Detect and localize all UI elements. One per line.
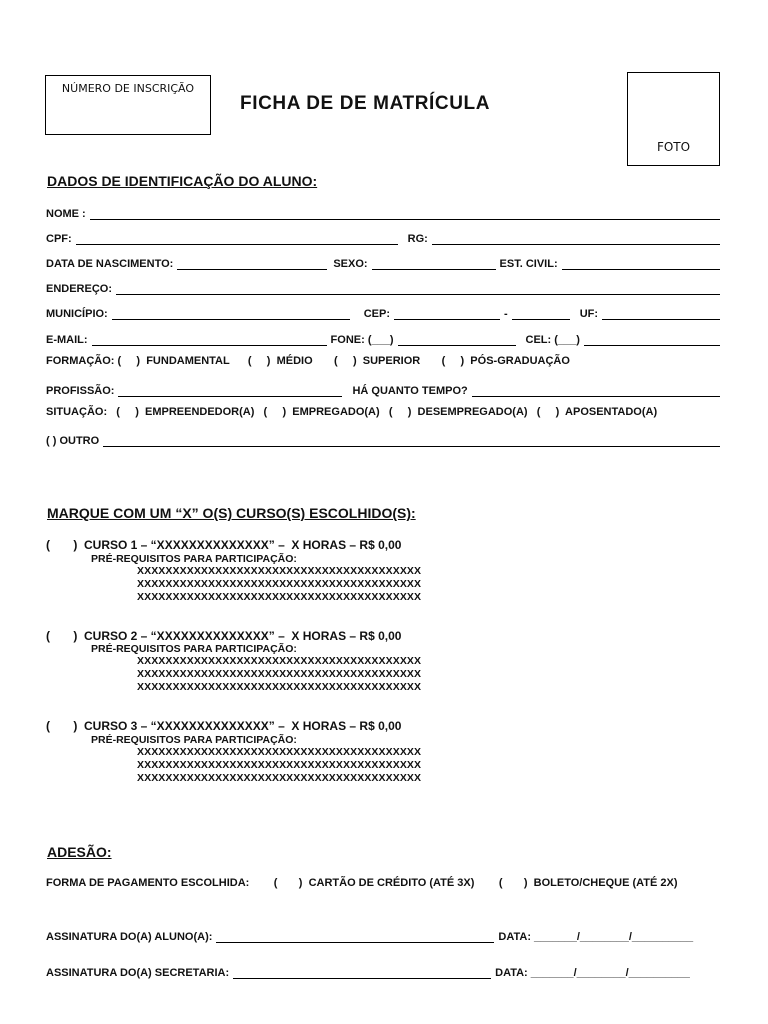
inscricao-box[interactable] (45, 75, 211, 135)
identificacao-heading: DADOS DE IDENTIFICAÇÃO DO ALUNO: (47, 173, 318, 189)
cpf-label: CPF: (46, 233, 72, 245)
curso-1-option[interactable]: ( ) CURSO 1 – “XXXXXXXXXXXXXX” – X HORAS – R$ 0,00 (46, 538, 402, 552)
profissao-field[interactable] (118, 385, 342, 397)
endereco-label: ENDEREÇO: (46, 283, 113, 295)
inscricao-label: NÚMERO DE INSCRIÇÃO (61, 82, 195, 95)
uf-label: UF: (579, 308, 599, 320)
curso-2-prereq-list (137, 655, 421, 694)
nascimento-row (46, 254, 724, 270)
fone-field[interactable] (398, 334, 516, 346)
photo-box[interactable] (627, 72, 720, 166)
curso-1-prereq-label: PRÉ-REQUISITOS PARA PARTICIPAÇÃO: (91, 553, 297, 565)
uf-field[interactable] (602, 308, 720, 320)
assinatura-aluno-data[interactable]: DATA: _______/________/__________ (498, 931, 694, 943)
assinatura-aluno-row (46, 927, 724, 943)
cpf-rg-row (46, 229, 724, 245)
endereco-field[interactable] (116, 283, 720, 295)
nome-field[interactable] (90, 208, 720, 220)
fone-label: FONE: (___) (330, 334, 394, 346)
outro-label: ( ) OUTRO (46, 435, 100, 447)
curso-3-option[interactable]: ( ) CURSO 3 – “XXXXXXXXXXXXXX” – X HORAS – R$ 0,00 (46, 719, 402, 733)
curso-2-prereq-line: XXXXXXXXXXXXXXXXXXXXXXXXXXXXXXXXXXXXXXXX (137, 655, 422, 667)
adesao-heading: ADESÃO: (47, 844, 112, 860)
email-field[interactable] (92, 334, 327, 346)
nascimento-label: DATA DE NASCIMENTO: (46, 258, 174, 270)
assinatura-secretaria-data[interactable]: DATA: _______/________/__________ (495, 967, 690, 979)
municipio-label: MUNICÍPIO: (46, 308, 108, 320)
assinatura-secretaria-field[interactable] (233, 967, 491, 979)
cel-field[interactable] (584, 334, 720, 346)
situacao-options[interactable]: SITUAÇÃO: ( ) EMPREENDEDOR(A) ( ) EMPREGADO(A) ( ) DESEMPREGADO(A) ( ) APOSENTADO(A) (46, 406, 658, 418)
curso-1-prereq-list (137, 565, 421, 604)
ha-quanto-field[interactable] (472, 385, 720, 397)
sexo-field[interactable] (372, 258, 496, 270)
contato-row (46, 330, 724, 346)
rg-field[interactable] (432, 233, 720, 245)
outro-row (46, 431, 724, 447)
assinatura-aluno-label: ASSINATURA DO(A) ALUNO(A): (46, 931, 213, 943)
curso-2-prereq-label: PRÉ-REQUISITOS PARA PARTICIPAÇÃO: (91, 643, 297, 655)
endereco-row (46, 279, 724, 295)
nome-row (46, 204, 724, 220)
curso-1-prereq-line: XXXXXXXXXXXXXXXXXXXXXXXXXXXXXXXXXXXXXXXX (137, 591, 422, 603)
cel-label: CEL: (___) (525, 334, 580, 346)
curso-2-option[interactable]: ( ) CURSO 2 – “XXXXXXXXXXXXXX” – X HORAS – R$ 0,00 (46, 629, 402, 643)
email-label: E-MAIL: (46, 334, 88, 346)
outro-field[interactable] (103, 435, 720, 447)
est-civil-field[interactable] (562, 258, 720, 270)
curso-3-prereq-line: XXXXXXXXXXXXXXXXXXXXXXXXXXXXXXXXXXXXXXXX (137, 746, 422, 758)
photo-label: FOTO (656, 140, 691, 154)
pagamento-options[interactable]: FORMA DE PAGAMENTO ESCOLHIDA: ( ) CARTÃO DE CRÉDITO (ATÉ 3X) ( ) BOLETO/CHEQUE (ATÉ 2X) (46, 877, 678, 889)
curso-3-prereq-line: XXXXXXXXXXXXXXXXXXXXXXXXXXXXXXXXXXXXXXXX (137, 759, 422, 771)
nascimento-field[interactable] (177, 258, 327, 270)
curso-2-prereq-line: XXXXXXXXXXXXXXXXXXXXXXXXXXXXXXXXXXXXXXXX (137, 681, 422, 693)
curso-1-prereq-line: XXXXXXXXXXXXXXXXXXXXXXXXXXXXXXXXXXXXXXXX (137, 565, 422, 577)
cep-label: CEP: (363, 308, 391, 320)
profissao-label: PROFISSÃO: (46, 385, 115, 397)
municipio-row (46, 304, 724, 320)
cep-suffix-field[interactable] (512, 308, 570, 320)
curso-1-prereq-line: XXXXXXXXXXXXXXXXXXXXXXXXXXXXXXXXXXXXXXXX (137, 578, 422, 590)
nome-label: NOME : (46, 208, 86, 220)
cursos-heading: MARQUE COM UM “X” O(S) CURSO(S) ESCOLHIDO(S): (47, 505, 416, 521)
rg-label: RG: (407, 233, 428, 245)
curso-3-prereq-label: PRÉ-REQUISITOS PARA PARTICIPAÇÃO: (91, 734, 297, 746)
municipio-field[interactable] (112, 308, 350, 320)
formacao-options[interactable]: FORMAÇÃO: ( ) FUNDAMENTAL ( ) MÉDIO ( ) SUPERIOR ( ) PÓS-GRADUAÇÃO (46, 355, 570, 367)
cep-separator: - (504, 308, 508, 320)
page-title: FICHA DE DE MATRÍCULA (240, 93, 491, 114)
assinatura-secretaria-label: ASSINATURA DO(A) SECRETARIA: (46, 967, 230, 979)
est-civil-label: EST. CIVIL: (499, 258, 558, 270)
assinatura-secretaria-row (46, 963, 724, 979)
profissao-row (46, 381, 724, 397)
cpf-field[interactable] (76, 233, 398, 245)
curso-2-prereq-line: XXXXXXXXXXXXXXXXXXXXXXXXXXXXXXXXXXXXXXXX (137, 668, 422, 680)
curso-3-prereq-list (137, 746, 421, 785)
cep-field[interactable] (394, 308, 500, 320)
curso-3-prereq-line: XXXXXXXXXXXXXXXXXXXXXXXXXXXXXXXXXXXXXXXX (137, 772, 422, 784)
assinatura-aluno-field[interactable] (216, 931, 494, 943)
sexo-label: SEXO: (333, 258, 368, 270)
ha-quanto-label: HÁ QUANTO TEMPO? (352, 385, 468, 397)
